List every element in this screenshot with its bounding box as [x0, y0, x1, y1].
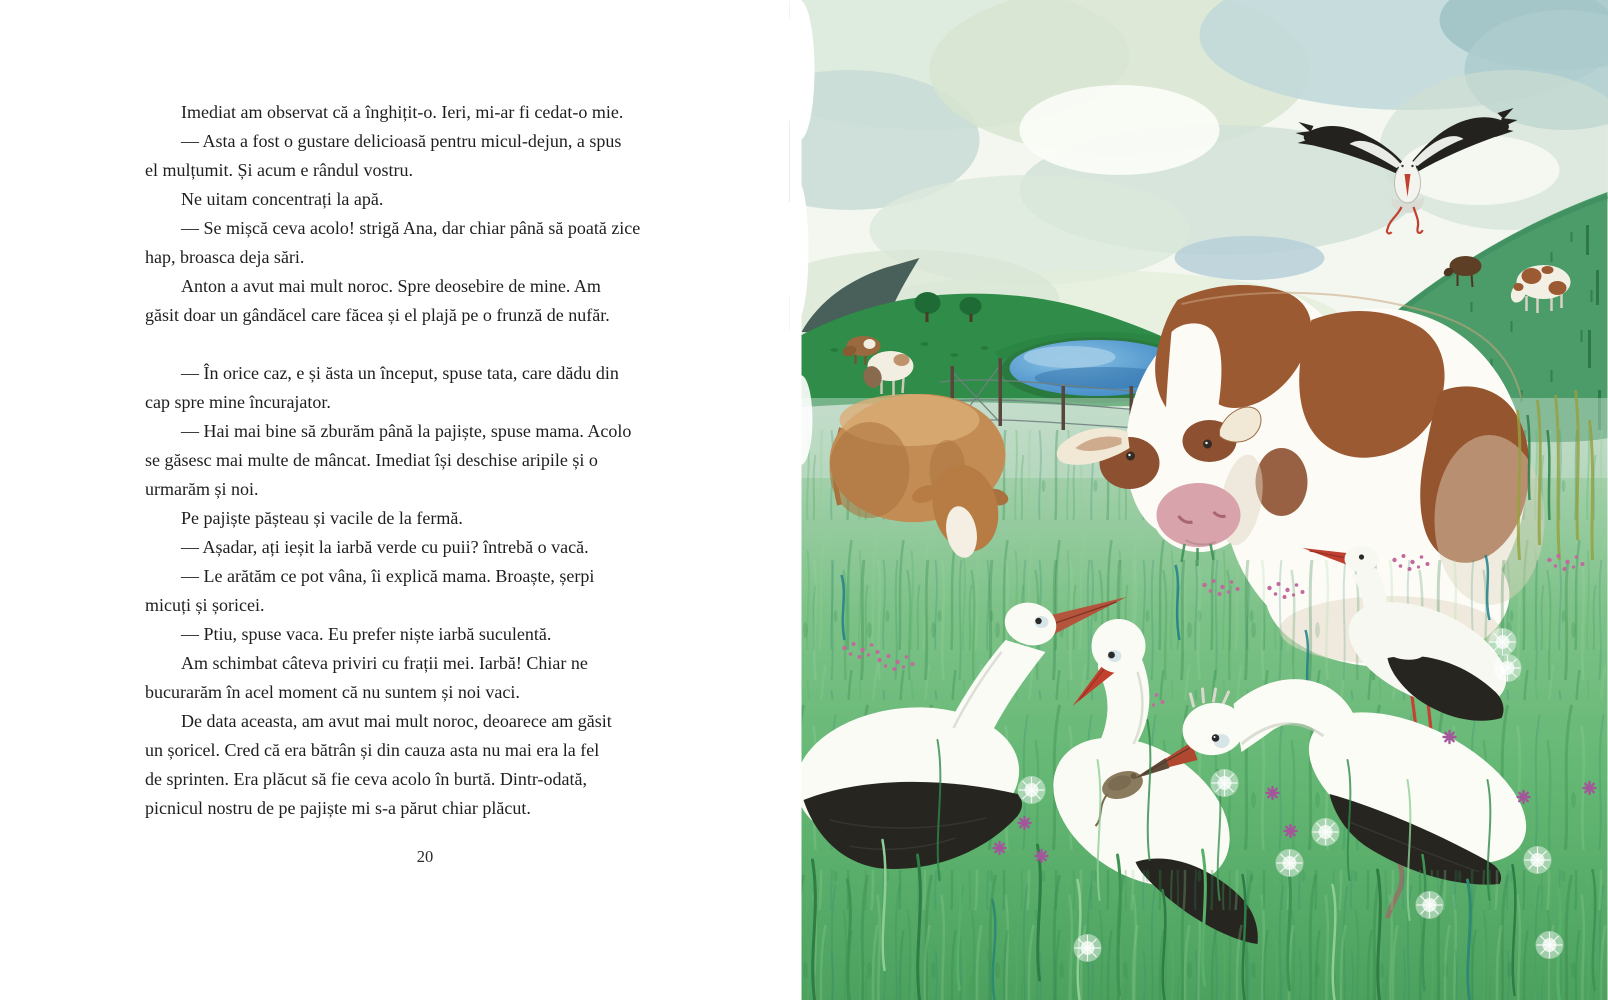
story-line: — Asta a fost o gustare delicioasă pentru micul-dejun, a spus	[181, 131, 622, 151]
story-line: se găsesc mai multe de mâncat. Imediat își deschise aripile și o	[145, 450, 598, 470]
illustration-page	[789, 0, 1608, 1000]
story-line: hap, broasca deja sări.	[145, 247, 305, 267]
story-line: picnicul nostru de pe pajiște mi s-a părut chiar plăcut.	[145, 798, 531, 818]
story-text	[145, 98, 765, 823]
story-line: Ne uitam concentrați la apă.	[181, 189, 384, 209]
story-line: cap spre mine încurajator.	[145, 392, 331, 412]
story-line: găsit doar un gândăcel care făcea și el plajă pe o frunză de nufăr.	[145, 305, 610, 325]
story-line: micuți și șoricei.	[145, 595, 265, 615]
page-number: 20	[416, 847, 434, 866]
story-line: Pe pajiște pășteau și vacile de la fermă.	[181, 508, 463, 528]
story-line: bucurarăm în acel moment că nu suntem și noi vaci.	[145, 682, 520, 702]
story-line: — Le arătăm ce pot vâna, îi explică mama. Broaște, șerpi	[181, 566, 595, 586]
story-line: — În orice caz, e și ăsta un început, spuse tata, care dădu din	[181, 363, 619, 383]
story-line: Am schimbat câteva priviri cu frații mei. Iarbă! Chiar ne	[181, 653, 588, 673]
story-line: — Așadar, ați ieșit la iarbă verde cu puii? întrebă o vacă.	[181, 537, 589, 557]
meadow-illustration	[789, 0, 1608, 1000]
story-line: — Ptiu, spuse vaca. Eu prefer niște iarbă suculentă.	[181, 624, 552, 644]
story-line: — Se mișcă ceva acolo! strigă Ana, dar chiar până să poată zice	[181, 218, 641, 238]
story-line: — Hai mai bine să zburăm până la pajiște, spuse mama. Acolo	[181, 421, 632, 441]
story-line: un șoricel. Cred că era bătrân și din cauza asta nu mai era la fel	[145, 740, 600, 760]
cow-muzzle	[1157, 483, 1241, 547]
paragraph-gap	[145, 330, 765, 359]
story-line: el mulțumit. Și acum e rândul vostru.	[145, 160, 413, 180]
story-line: Imediat am observat că a înghițit-o. Ieri, mi-ar fi cedat-o mie.	[181, 102, 624, 122]
book-page-left	[0, 0, 790, 1000]
story-line: de sprinten. Era plăcut să fie ceva acolo în burtă. Dintr-odată,	[145, 769, 587, 789]
story-line: urmarăm și noi.	[145, 479, 259, 499]
story-line: De data aceasta, am avut mai mult noroc, deoarece am găsit	[181, 711, 612, 731]
story-line: Anton a avut mai mult noroc. Spre deosebire de mine. Am	[181, 276, 601, 296]
